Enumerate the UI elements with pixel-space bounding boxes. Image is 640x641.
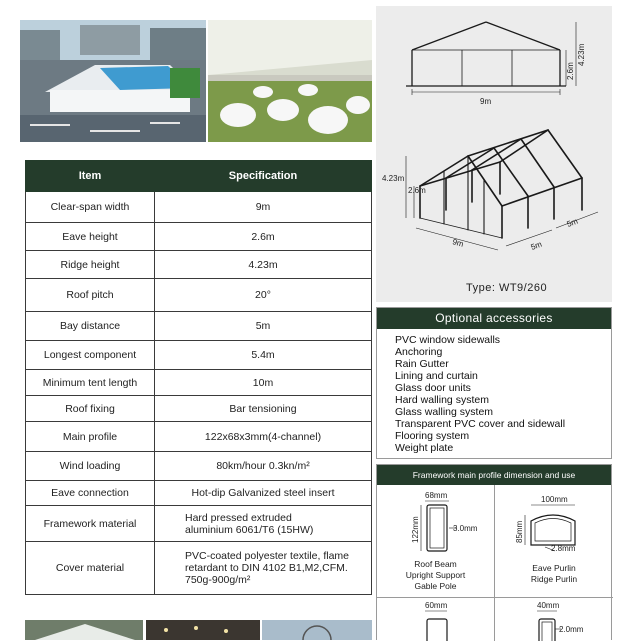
spec-item: Bay distance <box>26 312 155 341</box>
spec-value: 80km/hour 0.3kn/m² <box>155 452 372 481</box>
profile-a-height: 122mm <box>411 516 420 543</box>
spec-item: Wind loading <box>26 452 155 481</box>
profile-c-drawing <box>377 599 494 641</box>
spec-item: Eave height <box>26 223 155 251</box>
spec-item: Minimum tent length <box>26 370 155 396</box>
spec-value: 122x68x3mm(4-channel) <box>155 422 372 452</box>
profile-b-width: 100mm <box>541 495 568 504</box>
spec-item: Cover material <box>26 542 155 595</box>
list-item: Flooring system <box>395 430 470 442</box>
spec-value-line: PVC-coated polyester textile, flame <box>185 550 349 562</box>
front-ridge-label: 4.23m <box>577 43 586 66</box>
profile-b-drawing <box>495 487 613 557</box>
spec-value <box>155 506 372 542</box>
spec-item: Roof pitch <box>26 279 155 312</box>
profile-use: Gable Pole <box>414 581 457 591</box>
spec-value: 20° <box>155 279 372 312</box>
profile-use: Ridge Purlin <box>530 574 578 584</box>
profile-use: Eave Purlin <box>532 563 576 573</box>
spec-value: 5m <box>155 312 372 341</box>
table-row <box>26 341 372 370</box>
optional-accessories-panel <box>376 307 612 459</box>
divider <box>377 597 613 598</box>
tent-drawings <box>376 6 612 302</box>
spec-value: Hot-dip Galvanized steel insert <box>155 481 372 506</box>
iso-ridge-label: 4.23m <box>382 174 405 183</box>
iso-eave-label: 2.6m <box>408 186 426 195</box>
list-item: Rain Gutter <box>395 358 449 370</box>
profile-use: Roof Beam <box>414 559 457 569</box>
spec-header-row <box>26 161 372 192</box>
spec-item: Longest component <box>26 341 155 370</box>
photo-bottom-3 <box>262 620 372 640</box>
table-row <box>26 223 372 251</box>
spec-item: Ridge height <box>26 251 155 279</box>
list-item: Anchoring <box>395 346 443 358</box>
profile-a-uses <box>377 559 494 592</box>
profile-b-height: 85mm <box>515 520 524 543</box>
iso-bay-label-1: 5m <box>529 239 544 252</box>
photo-tent-interior <box>208 20 372 142</box>
spec-value: Bar tensioning <box>155 396 372 422</box>
photo-tent-exterior <box>20 20 206 142</box>
list-item: PVC window sidewalls <box>395 334 501 346</box>
spec-value: 5.4m <box>155 341 372 370</box>
table-row <box>26 481 372 506</box>
spec-value-line: Hard pressed extruded <box>185 511 292 524</box>
table-row <box>26 422 372 452</box>
list-item: Transparent PVC cover and sidewall <box>395 418 566 430</box>
table-row <box>26 192 372 223</box>
isometric-frame <box>420 130 582 238</box>
framework-profile-panel <box>376 464 612 640</box>
spec-value-line: aluminium 6061/T6 (15HW) <box>185 523 314 536</box>
table-row <box>26 370 372 396</box>
front-width-label: 9m <box>480 97 492 106</box>
spec-item: Main profile <box>26 422 155 452</box>
front-eave-label: 2.6m <box>566 62 575 80</box>
spec-value-line: retardant to DIN 4102 B1,M2,CFM. <box>185 562 348 574</box>
spec-value: 9m <box>155 192 372 223</box>
profile-b-uses <box>495 563 613 585</box>
table-row <box>26 542 372 595</box>
iso-width-label: 9m <box>451 237 465 249</box>
profile-a-thickness: 3.0mm <box>453 524 478 533</box>
profile-b-thickness: 2.8mm <box>551 544 576 553</box>
photo-bottom-1 <box>25 620 143 640</box>
photo-bottom-2 <box>146 620 260 640</box>
list-item: Hard walling system <box>395 394 489 406</box>
table-row <box>26 396 372 422</box>
framework-title: Framework main profile dimension and use <box>377 465 611 485</box>
spec-value: 4.23m <box>155 251 372 279</box>
spec-item: Roof fixing <box>26 396 155 422</box>
spec-item: Eave connection <box>26 481 155 506</box>
spec-table <box>25 160 372 595</box>
profile-d-drawing <box>495 599 613 641</box>
table-row <box>26 312 372 341</box>
profile-d-thickness: 2.0mm <box>559 625 584 634</box>
profile-use: Upright Support <box>405 570 466 580</box>
table-row <box>26 279 372 312</box>
spec-value: 2.6m <box>155 223 372 251</box>
spec-value-line: 750g-900g/m² <box>185 574 251 586</box>
spec-item: Clear-span width <box>26 192 155 223</box>
spec-item: Framework material <box>26 506 155 542</box>
accessories-title: Optional accessories <box>377 308 611 329</box>
accessories-list <box>395 334 611 454</box>
spec-value: 10m <box>155 370 372 396</box>
table-row <box>26 506 372 542</box>
list-item: Lining and curtain <box>395 370 478 382</box>
list-item: Weight plate <box>395 442 454 454</box>
item-header: Item <box>26 161 155 192</box>
profile-a-drawing <box>377 487 494 559</box>
profile-c-width: 60mm <box>425 601 448 610</box>
list-item: Glass walling system <box>395 406 494 418</box>
profile-d-width: 40mm <box>537 601 560 610</box>
table-row <box>26 452 372 481</box>
profile-a-width: 68mm <box>425 491 448 500</box>
tent-type-label: Type: WT9/260 <box>466 282 548 294</box>
iso-bay-label-2: 5m <box>565 216 580 229</box>
specification-header: Specification <box>155 161 372 192</box>
front-elevation <box>406 22 576 95</box>
table-row <box>26 251 372 279</box>
spec-value <box>155 542 372 595</box>
tent-drawing-panel <box>376 6 612 302</box>
list-item: Glass door units <box>395 382 471 394</box>
